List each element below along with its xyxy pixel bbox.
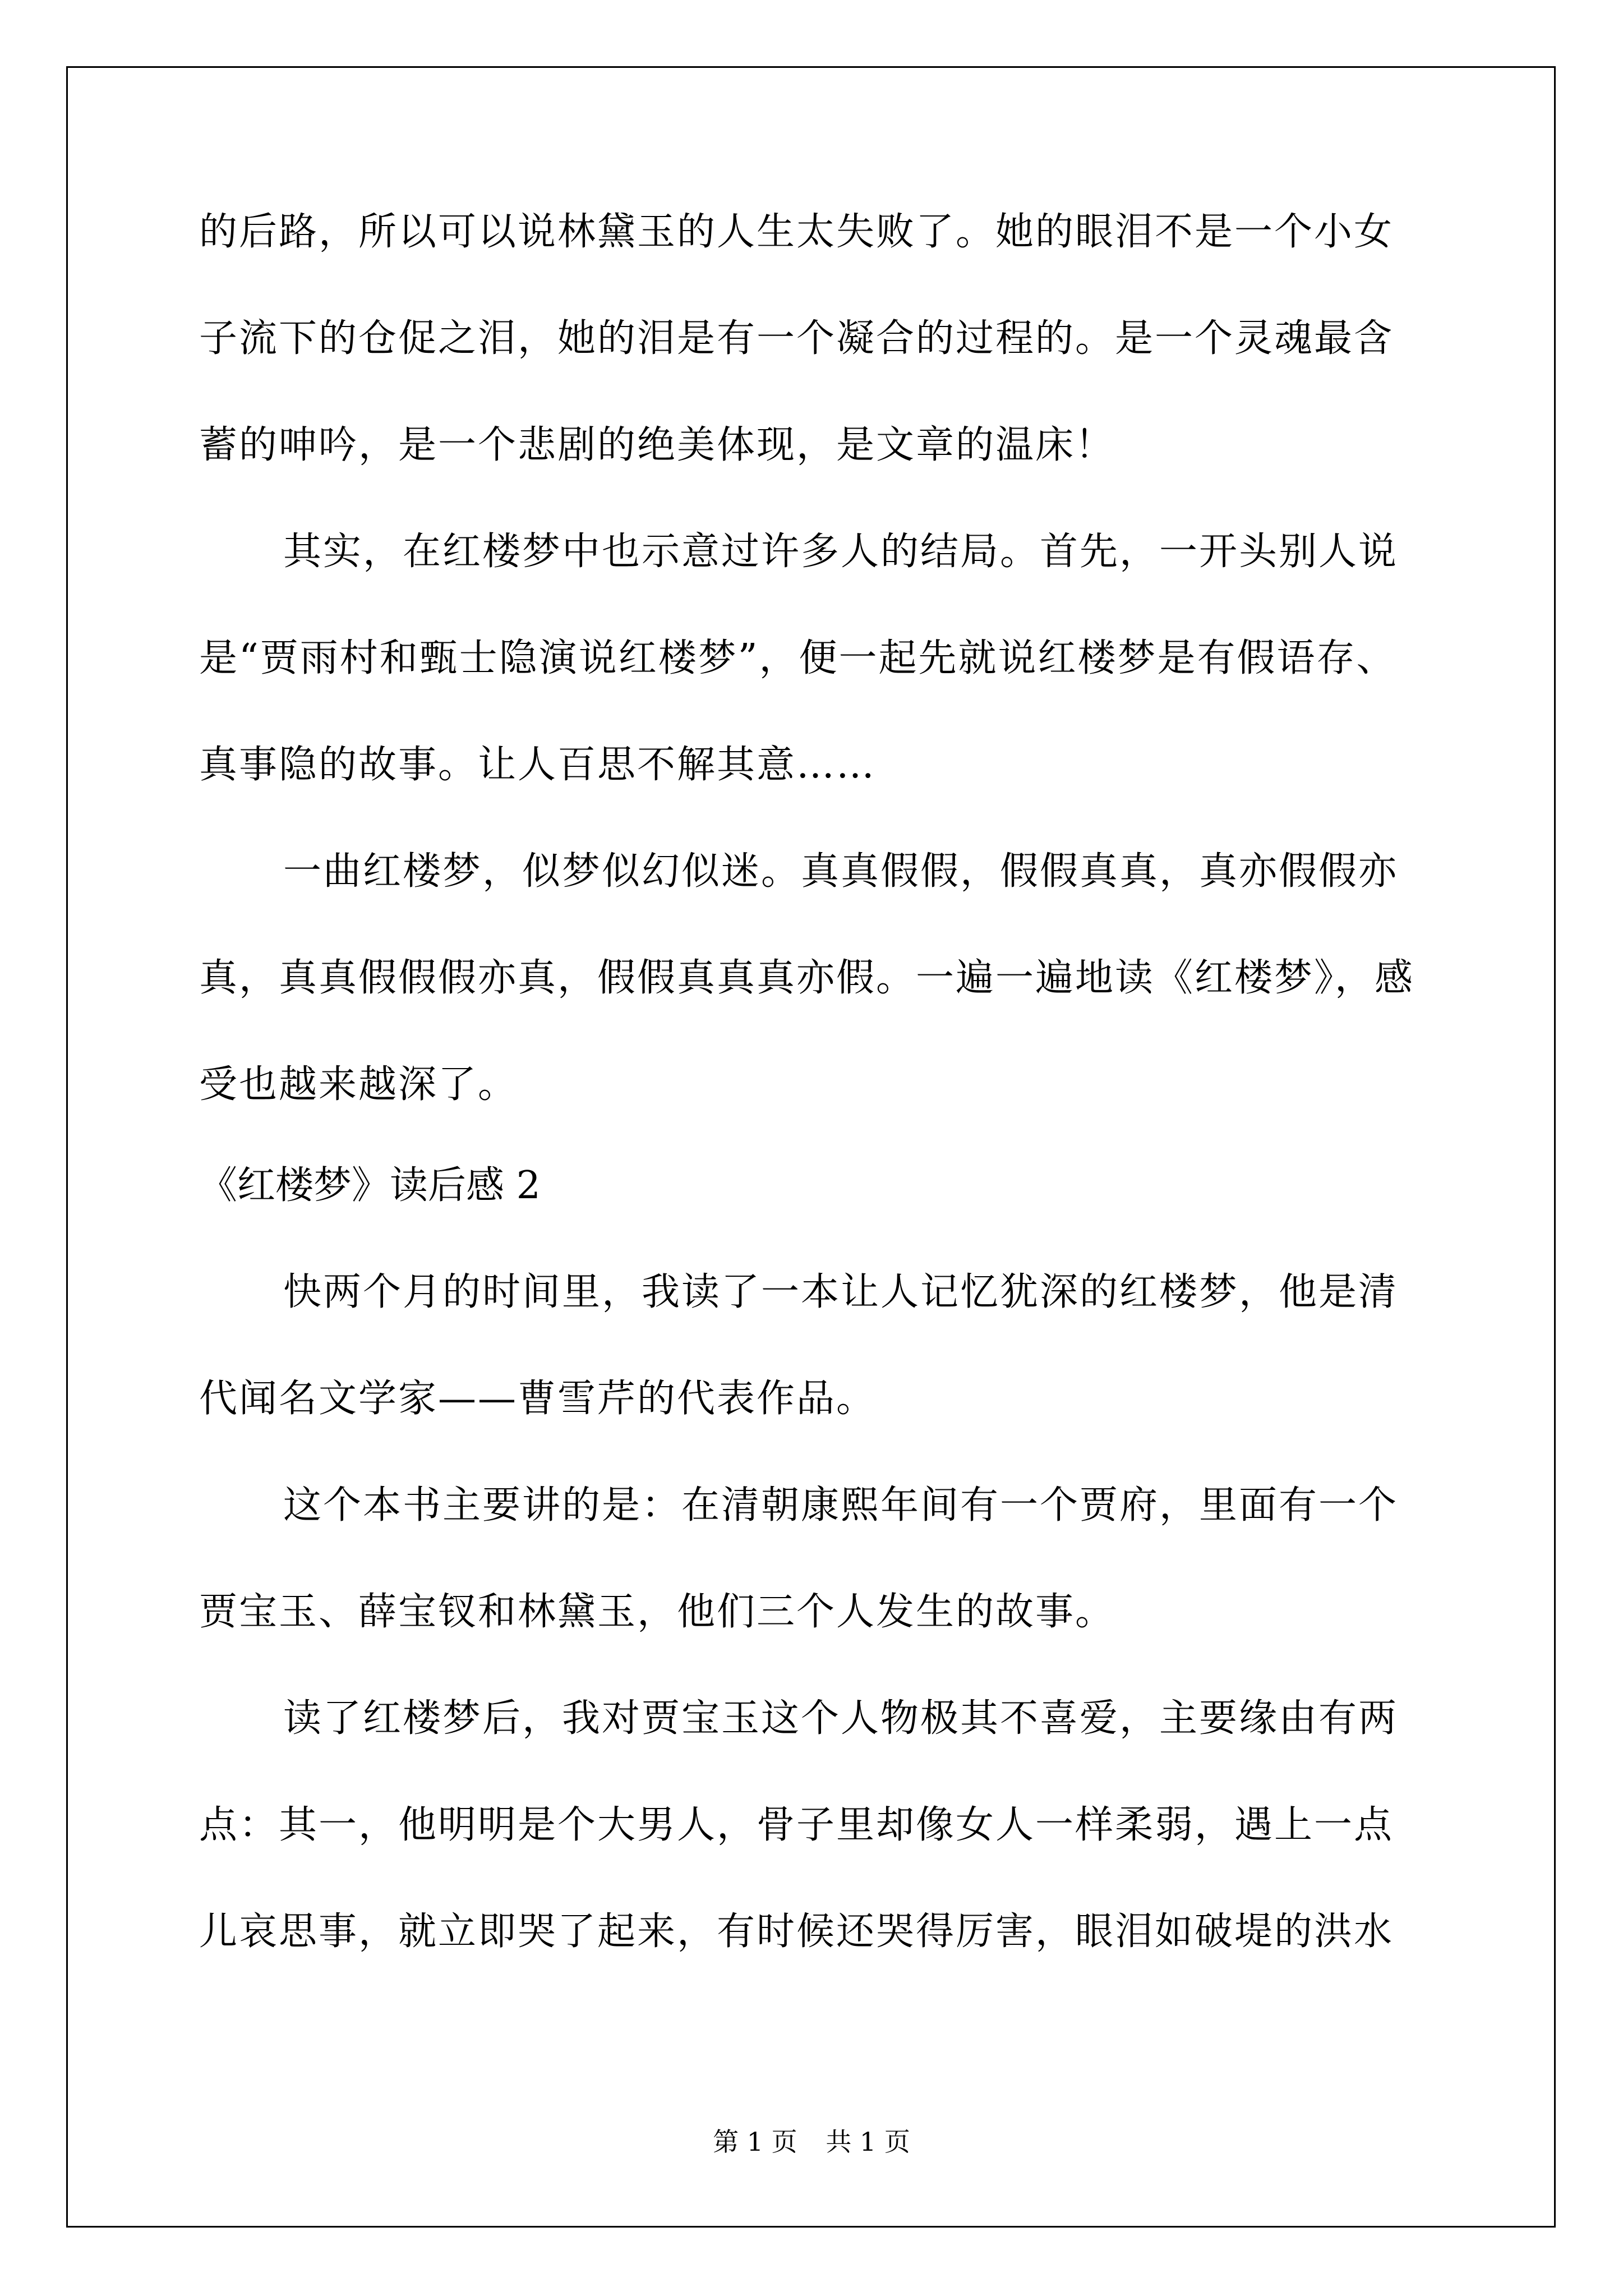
paragraph-line: 子流下的仓促之泪，她的泪是有一个凝合的过程的。是一个灵魂最含 — [199, 316, 1394, 361]
page-footer — [0, 2129, 1623, 2155]
paragraph-line: 蓄的呻吟，是一个悲剧的绝美体现，是文章的温床！ — [199, 423, 1115, 467]
paragraph-line: 贾宝玉、薛宝钗和林黛玉，他们三个人发生的故事。 — [199, 1590, 1115, 1634]
paragraph-line: 点：其一，他明明是个大男人，骨子里却像女人一样柔弱，遇上一点 — [199, 1803, 1394, 1847]
paragraph-line: 代闻名文学家——曹雪芹的代表作品。 — [199, 1377, 877, 1421]
paragraph-line: 儿哀思事，就立即哭了起来，有时候还哭得厉害，眼泪如破堤的洪水 — [199, 1910, 1394, 1954]
section-title: 《红楼梦》读后感 2 — [199, 1163, 541, 1208]
paragraph-line: 读了红楼梦后，我对贾宝玉这个人物极其不喜爱，主要缘由有两 — [283, 1696, 1399, 1741]
paragraph-line: 真，真真假假假亦真，假假真真真亦假。一遍一遍地读《红楼梦》，感 — [199, 956, 1415, 1000]
page-total: 共 1 页 — [826, 2127, 910, 2157]
paragraph-line: 这个本书主要讲的是：在清朝康熙年间有一个贾府，里面有一个 — [283, 1483, 1399, 1527]
paragraph-line: 真事隐的故事。让人百思不解其意…… — [199, 743, 877, 787]
paragraph-line: 一曲红楼梦，似梦似幻似迷。真真假假，假假真真，真亦假假亦 — [283, 849, 1399, 894]
page-number: 第 1 页 — [713, 2127, 797, 2157]
paragraph-line: 的后路，所以可以说林黛玉的人生太失败了。她的眼泪不是一个小女 — [199, 210, 1394, 254]
paragraph-line: 快两个月的时间里，我读了一本让人记忆犹深的红楼梦，他是清 — [283, 1270, 1399, 1314]
paragraph-line: 受也越来越深了。 — [199, 1062, 518, 1107]
paragraph-line: 是“贾雨村和甄士隐演说红楼梦”，便一起先就说红楼梦是有假语存、 — [199, 636, 1396, 680]
paragraph-line: 其实，在红楼梦中也示意过许多人的结局。首先，一开头别人说 — [283, 530, 1399, 574]
page-border — [66, 66, 1556, 2228]
